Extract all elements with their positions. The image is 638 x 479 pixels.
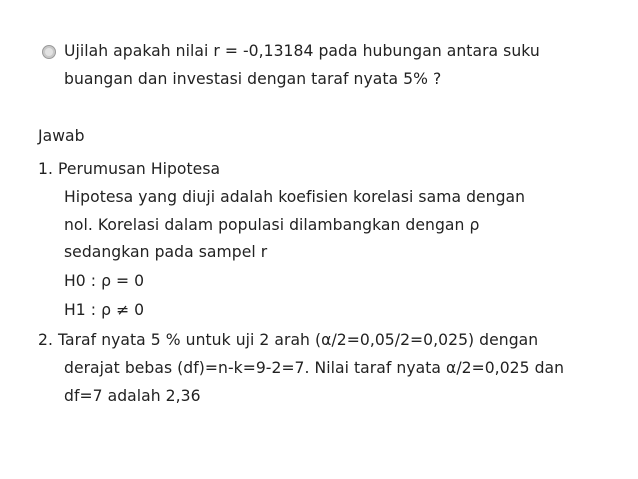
section-1-text-line-1: Hipotesa yang diuji adalah koefisien korelasi sama dengan	[64, 188, 526, 206]
question-line-1: Ujilah apakah nilai r = -0,13184 pada hubungan antara suku	[64, 42, 540, 60]
hypothesis-h0: H0 : ρ = 0	[64, 272, 145, 290]
section-2-line-2: derajat bebas (df)=n-k=9-2=7. Nilai taraf nyata α/2=0,025 dan	[64, 359, 565, 377]
section-1-heading: 1. Perumusan Hipotesa	[38, 160, 221, 178]
answer-label: Jawab	[38, 127, 85, 145]
circle-bullet-icon	[42, 45, 56, 59]
hypothesis-h1: H1 : ρ ≠ 0	[64, 301, 145, 319]
section-2-line-3: df=7 adalah 2,36	[64, 387, 201, 405]
section-1-text-line-3: sedangkan pada sampel r	[64, 243, 268, 261]
section-1-text-line-2: nol. Korelasi dalam populasi dilambangkan dengan ρ	[64, 216, 480, 234]
question-line-2: buangan dan investasi dengan taraf nyata 5% ?	[64, 70, 442, 88]
circle-bullet-highlight	[45, 48, 53, 56]
section-2-line-1: 2. Taraf nyata 5 % untuk uji 2 arah (α/2=0,05/2=0,025) dengan	[38, 331, 539, 349]
